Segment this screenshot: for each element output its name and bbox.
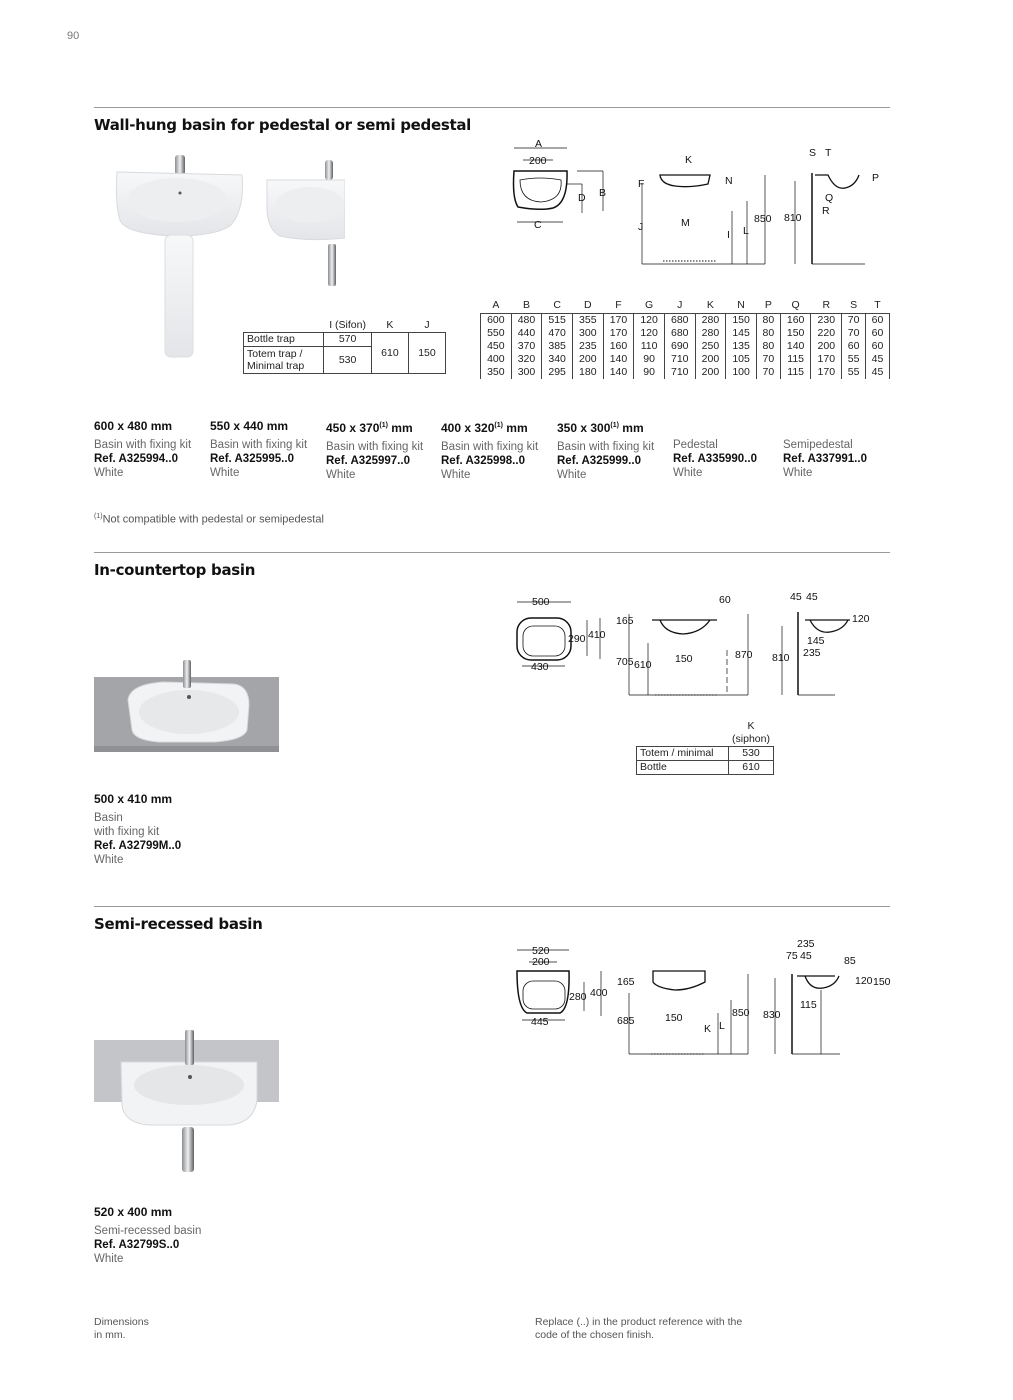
- table-row: [637, 747, 774, 761]
- table-row: [481, 353, 890, 366]
- dim-850: 850: [732, 1007, 750, 1019]
- dim-table-cell: 200: [811, 340, 842, 353]
- siphon-value: 610: [729, 761, 774, 775]
- product-size: 550 x 440 mm: [210, 419, 289, 433]
- siphon-label: Bottle: [637, 761, 729, 775]
- dim-290: 290: [568, 633, 586, 645]
- dim-table-cell: 600: [481, 314, 512, 328]
- dim-45b: 45: [806, 591, 818, 603]
- dim-table-cell: 45: [866, 366, 890, 379]
- dim-table-cell: 140: [603, 353, 634, 366]
- dim-table-cell: 60: [866, 340, 890, 353]
- table-row: [481, 340, 890, 353]
- dim-table-cell: 250: [695, 340, 726, 353]
- dim-table-header: F: [615, 299, 622, 311]
- dim-p: P: [872, 172, 880, 184]
- product-card: [783, 438, 890, 480]
- dim-table-cell: 110: [634, 340, 665, 353]
- dim-table-cell: 710: [664, 353, 695, 366]
- dim-table-header: T: [874, 299, 881, 311]
- table-row: [244, 333, 446, 347]
- dim-table-cell: 90: [634, 366, 665, 379]
- product-size-unit: mm: [387, 421, 413, 435]
- dim-table-header: Q: [791, 299, 800, 311]
- dim-400: 400: [590, 987, 608, 999]
- dim-870: 870: [735, 649, 753, 661]
- trap-table-header: I (Sifon): [329, 319, 366, 331]
- footnote-marker: (1): [610, 422, 619, 429]
- trap-k-value: 610: [371, 333, 408, 374]
- product-finish: White: [94, 467, 124, 479]
- dim-table-cell: 295: [542, 366, 573, 379]
- dim-150: 150: [873, 976, 891, 988]
- footer-dimensions-note: [94, 1316, 149, 1342]
- footer-text: in mm.: [94, 1329, 126, 1341]
- dim-l: L: [719, 1020, 725, 1032]
- dim-table-header: R: [822, 299, 831, 311]
- dim-q: Q: [825, 192, 834, 204]
- siphon-table-header: K (siphon): [732, 720, 770, 745]
- dim-table-cell: 160: [780, 314, 811, 328]
- dim-table-cell: 70: [842, 314, 866, 328]
- dim-430: 430: [531, 661, 549, 673]
- dim-table-cell: 350: [481, 366, 512, 379]
- dim-c: C: [534, 219, 542, 231]
- dim-table-cell: 200: [572, 353, 603, 366]
- product-card: [210, 419, 325, 480]
- product-reference: Ref. A32799M..0: [94, 840, 182, 852]
- dim-45a: 45: [790, 591, 802, 603]
- dim-200: 200: [532, 956, 550, 968]
- dim-table-cell: 480: [511, 314, 542, 328]
- footnote-marker: (1): [94, 513, 103, 520]
- dim-s: S: [809, 147, 817, 159]
- dim-table-cell: 355: [572, 314, 603, 328]
- dim-table-cell: 230: [811, 314, 842, 328]
- footer-text: code of the chosen finish.: [535, 1329, 655, 1341]
- footer-text: Replace (..) in the product reference with the: [535, 1316, 743, 1328]
- dim-table-cell: 135: [726, 340, 757, 353]
- dim-table-cell: 300: [572, 327, 603, 340]
- dim-table-cell: 235: [572, 340, 603, 353]
- product-description: Basin: [94, 812, 123, 824]
- dim-table-cell: 70: [842, 327, 866, 340]
- section-title-semi-recessed: Semi-recessed basin: [94, 915, 263, 933]
- dim-table-cell: 680: [664, 314, 695, 328]
- dim-115: 115: [800, 999, 817, 1011]
- dim-m: M: [681, 217, 690, 229]
- dim-table-cell: 120: [634, 327, 665, 340]
- dim-table-cell: 115: [780, 366, 811, 379]
- product-reference: Ref. A325997..0: [326, 455, 410, 467]
- dim-table-cell: 70: [756, 353, 780, 366]
- semi-recessed-technical-drawing: [505, 938, 895, 1058]
- trap-table-header: [244, 319, 324, 333]
- dim-810: 810: [784, 212, 802, 224]
- in-countertop-basin-photo: [94, 650, 279, 758]
- product-size: 600 x 480 mm: [94, 419, 173, 433]
- product-card: [94, 792, 294, 867]
- trap-table-header: J: [424, 319, 430, 331]
- dim-table-header: S: [850, 299, 858, 311]
- dim-table-cell: 385: [542, 340, 573, 353]
- trap-table-header: K: [386, 319, 394, 331]
- dim-75: 75: [786, 950, 798, 962]
- dim-table-cell: 60: [866, 327, 890, 340]
- dim-table-cell: 180: [572, 366, 603, 379]
- dim-520: 520: [532, 945, 550, 957]
- product-finish: White: [441, 469, 471, 481]
- product-finish: White: [94, 854, 124, 866]
- dim-685: 685: [617, 1015, 635, 1027]
- dim-200: 200: [529, 155, 547, 167]
- section-divider: [94, 107, 890, 108]
- product-finish: White: [783, 467, 813, 479]
- trap-table: [243, 319, 446, 374]
- dim-500: 500: [532, 596, 550, 608]
- product-reference: Ref. A325995..0: [210, 453, 294, 465]
- dim-610: 610: [634, 659, 652, 671]
- footnote-marker: (1): [494, 422, 503, 429]
- dim-table-cell: 690: [664, 340, 695, 353]
- product-size: 520 x 400 mm: [94, 1205, 173, 1219]
- footnote-marker: (1): [379, 422, 388, 429]
- dim-table-cell: 145: [726, 327, 757, 340]
- product-card: [94, 1205, 294, 1266]
- dim-45: 45: [800, 950, 812, 962]
- pedestal-basin: [116, 155, 242, 357]
- product-finish: White: [210, 467, 240, 479]
- side-view: [795, 173, 865, 264]
- dim-table-header: J: [677, 299, 683, 311]
- product-reference: Ref. A325994..0: [94, 453, 178, 465]
- dim-table-cell: 200: [695, 353, 726, 366]
- dim-table-cell: 400: [481, 353, 512, 366]
- dim-table-header: K: [706, 299, 714, 311]
- product-description: Basin with fixing kit: [441, 441, 539, 453]
- product-finish: White: [557, 469, 587, 481]
- dim-table-cell: 170: [603, 314, 634, 328]
- dim-k: K: [685, 154, 693, 166]
- siphon-value: 530: [729, 747, 774, 761]
- siphon-table: [636, 720, 774, 775]
- product-description: Basin with fixing kit: [94, 439, 192, 451]
- dim-445: 445: [531, 1016, 549, 1028]
- dim-705: 705: [616, 656, 634, 668]
- dim-f: F: [638, 178, 645, 190]
- dim-table-header: P: [764, 299, 772, 311]
- product-card: [441, 419, 556, 482]
- section-divider: [94, 906, 890, 907]
- dim-table-cell: 140: [603, 366, 634, 379]
- dim-table-header: D: [584, 299, 592, 311]
- dim-table-header: G: [645, 299, 654, 311]
- page-number: 90: [67, 30, 80, 42]
- dim-830: 830: [763, 1009, 781, 1021]
- product-description: Pedestal: [673, 439, 718, 451]
- dim-table-cell: 340: [542, 353, 573, 366]
- product-description: Basin with fixing kit: [557, 441, 655, 453]
- dim-table-cell: 60: [866, 314, 890, 328]
- dim-table-cell: 150: [780, 327, 811, 340]
- dim-120: 120: [852, 613, 870, 625]
- dim-150: 150: [665, 1012, 683, 1024]
- product-size-unit: mm: [502, 421, 528, 435]
- dim-table-cell: 150: [726, 314, 757, 328]
- dim-table-cell: 200: [695, 366, 726, 379]
- dim-table-cell: 170: [811, 353, 842, 366]
- dim-120: 120: [855, 975, 873, 987]
- dim-table-cell: 680: [664, 327, 695, 340]
- product-finish: White: [326, 469, 356, 481]
- trap-label: Minimal trap: [247, 360, 305, 372]
- product-reference: Ref. A335990..0: [673, 453, 757, 465]
- product-description: with fixing kit: [94, 826, 160, 838]
- product-card: [326, 419, 441, 482]
- trap-i-value: 530: [324, 347, 372, 374]
- dim-280: 280: [569, 991, 587, 1003]
- dim-table-cell: 370: [511, 340, 542, 353]
- dim-table-cell: 300: [511, 366, 542, 379]
- dim-table-cell: 280: [695, 327, 726, 340]
- product-size: 400 x 320: [441, 421, 495, 435]
- product-reference: Ref. A337991..0: [783, 453, 867, 465]
- dim-table-header: A: [492, 299, 500, 311]
- product-size: 500 x 410 mm: [94, 792, 173, 806]
- plan-view: [517, 950, 601, 1020]
- product-reference: Ref. A325998..0: [441, 455, 525, 467]
- dim-table-cell: 55: [842, 366, 866, 379]
- trap-label: Totem trap /: [247, 348, 303, 360]
- dim-table-cell: 515: [542, 314, 573, 328]
- dim-table-cell: 280: [695, 314, 726, 328]
- dim-k: K: [704, 1023, 712, 1035]
- front-view: [642, 175, 765, 264]
- plan-view: [514, 148, 607, 222]
- dim-l: L: [743, 225, 749, 237]
- dim-table-cell: 80: [756, 340, 780, 353]
- dim-150: 150: [675, 653, 693, 665]
- dim-table-cell: 170: [811, 366, 842, 379]
- dim-table-cell: 70: [756, 366, 780, 379]
- in-countertop-technical-drawing: [505, 590, 890, 705]
- footer-finish-note: [535, 1316, 742, 1342]
- dim-table-header: B: [522, 299, 530, 311]
- footnote-text: Not compatible with pedestal or semipedestal: [102, 513, 324, 526]
- dim-a: A: [535, 138, 543, 150]
- dim-table-cell: 90: [634, 353, 665, 366]
- semipedestal-basin: [267, 160, 345, 286]
- product-size: 450 x 370: [326, 421, 380, 435]
- section-divider: [94, 552, 890, 553]
- section-title-in-countertop: In-countertop basin: [94, 561, 256, 579]
- dim-table-cell: 470: [542, 327, 573, 340]
- dim-table-cell: 100: [726, 366, 757, 379]
- dim-table-cell: 320: [511, 353, 542, 366]
- trap-j-value: 150: [408, 333, 445, 374]
- dim-table-cell: 115: [780, 353, 811, 366]
- dim-table-cell: 140: [780, 340, 811, 353]
- dim-i: I: [727, 229, 730, 241]
- dim-j: J: [638, 221, 644, 233]
- product-card: [673, 438, 783, 480]
- product-reference: Ref. A32799S..0: [94, 1239, 180, 1251]
- dim-60: 60: [719, 594, 731, 606]
- product-description: Semi-recessed basin: [94, 1225, 202, 1237]
- dimensions-table: [480, 299, 890, 379]
- dim-d: D: [578, 192, 586, 204]
- dim-table-cell: 550: [481, 327, 512, 340]
- trap-i-value: 570: [324, 333, 372, 347]
- dim-table-cell: 440: [511, 327, 542, 340]
- footnote: [94, 513, 324, 526]
- siphon-label: Totem / minimal: [637, 747, 729, 761]
- footer-text: Dimensions: [94, 1316, 149, 1328]
- dim-b: B: [599, 187, 607, 199]
- dim-table-cell: 80: [756, 327, 780, 340]
- dim-table-cell: 105: [726, 353, 757, 366]
- dim-165: 165: [616, 615, 634, 627]
- wall-hung-technical-drawing: [495, 138, 890, 268]
- dim-table-cell: 80: [756, 314, 780, 328]
- dim-table-cell: 55: [842, 353, 866, 366]
- dim-n: N: [725, 175, 733, 187]
- dim-table-cell: 60: [842, 340, 866, 353]
- dim-table-cell: 120: [634, 314, 665, 328]
- dim-table-cell: 160: [603, 340, 634, 353]
- section-title-wall-hung: Wall-hung basin for pedestal or semi pedestal: [94, 116, 472, 134]
- product-description: Semipedestal: [783, 439, 853, 451]
- dim-table-header: C: [553, 299, 561, 311]
- dim-145: 145: [807, 635, 825, 647]
- dim-table-cell: 45: [866, 353, 890, 366]
- product-size-unit: mm: [618, 421, 644, 435]
- product-size: 350 x 300: [557, 421, 611, 435]
- dim-235: 235: [803, 647, 821, 659]
- dim-410: 410: [588, 629, 606, 641]
- product-description: Basin with fixing kit: [326, 441, 424, 453]
- product-card: [557, 419, 672, 482]
- semi-recessed-basin-photo: [94, 1025, 279, 1175]
- table-row: [481, 327, 890, 340]
- dim-table-cell: 450: [481, 340, 512, 353]
- table-row: [637, 761, 774, 775]
- dim-table-cell: 220: [811, 327, 842, 340]
- product-finish: White: [94, 1253, 124, 1265]
- product-card: [94, 419, 209, 480]
- dim-850: 850: [754, 213, 772, 225]
- dim-165: 165: [617, 976, 635, 988]
- dim-810: 810: [772, 652, 790, 664]
- table-row: [481, 366, 890, 379]
- dim-table-header: N: [737, 299, 745, 311]
- dim-t: T: [825, 147, 832, 159]
- table-row: [481, 314, 890, 328]
- dim-235: 235: [797, 938, 815, 950]
- front-view: [629, 971, 748, 1054]
- trap-label: Bottle trap: [244, 333, 324, 347]
- side-view: [775, 974, 840, 1054]
- dim-r: R: [822, 205, 830, 217]
- product-reference: Ref. A325999..0: [557, 455, 641, 467]
- dim-85: 85: [844, 955, 856, 967]
- dim-table-cell: 710: [664, 366, 695, 379]
- dim-table-cell: 170: [603, 327, 634, 340]
- product-finish: White: [673, 467, 703, 479]
- product-description: Basin with fixing kit: [210, 439, 308, 451]
